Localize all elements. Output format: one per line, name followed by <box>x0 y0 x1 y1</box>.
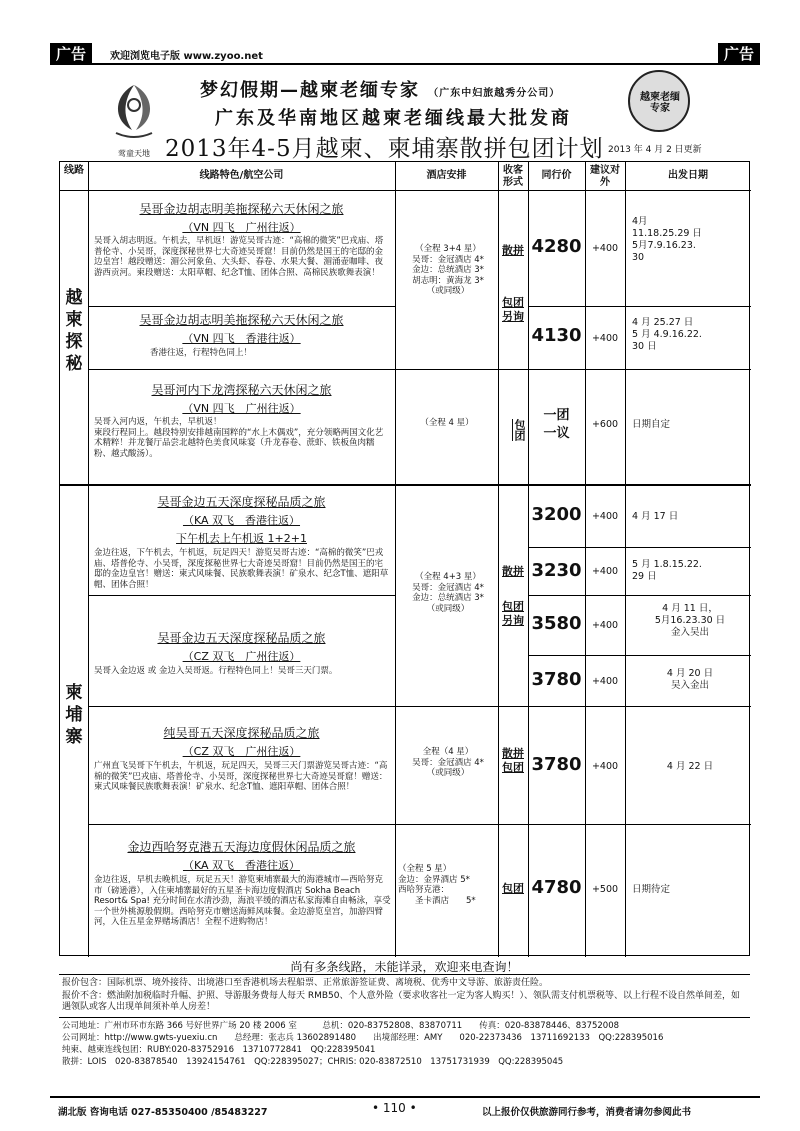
booking-form: 包团 另询 <box>502 600 524 627</box>
route-title: 吴哥金边五天深度探秘品质之旅 <box>157 495 326 509</box>
welcome-text: 欢迎浏览电子版 www.zyoo.net <box>110 51 263 62</box>
route-title: 吴哥金边胡志明美拖探秘六天休闲之旅 <box>139 202 344 216</box>
departure-dates: 日期自定 <box>632 419 671 430</box>
route-flight: （CZ 双飞 广州往返） <box>182 745 301 758</box>
booking-form: 包团 <box>502 882 524 895</box>
route-flight: （KA 双飞 香港往返） <box>182 514 301 527</box>
departure-dates: 4 月 20 日 吴入金出 <box>666 668 714 691</box>
departure-dates: 日期待定 <box>632 884 671 895</box>
price-value: 3780 <box>531 669 582 690</box>
route-description: 吴哥入胡志明返。午机去，早机返！游览吴哥古迹：“高棉的微笑”巴戎庙、塔普伦寺、小吴哥，深度探秘世界七大奇迹吴哥窟！目前仍然是国王的宅邸的金边皇宫！越段赠送：湄公河象鱼、大头虾、春卷、水果大餐、湄涌壶咖啡、夜游西贡河。柬段赠送：太阳草帽、纪念T恤、团体合照、高棉民族歌舞表演！ <box>94 236 384 278</box>
contact-individual: 散拼：LOIS 020-83878540 13924154761 QQ:228395027；CHRIS: 020-83872510 13751731939 QQ:228395045 <box>62 1057 564 1067</box>
suggest-value: +600 <box>591 419 619 430</box>
col-form: 收客形式 <box>503 165 523 188</box>
company-title <box>200 76 560 102</box>
hotel-info: 全程（4 星） 吴哥：金冠酒店 4* （或同级） <box>412 747 484 778</box>
hotel-info: （全程 5 星） 金边：金界酒店 5* 西哈努克港： 圣卡酒店 5* <box>398 864 476 906</box>
col-departure: 出发日期 <box>668 170 708 181</box>
price-value: 4130 <box>531 325 582 346</box>
route-flight: （VN 四飞 广州往返） <box>182 402 301 415</box>
logo-right-text: 越柬老缅专家 <box>640 92 680 114</box>
suggest-value: +400 <box>591 243 619 254</box>
bottom-divider <box>50 1096 760 1098</box>
booking-form: 散拼 包团 <box>502 747 524 774</box>
hotel-info: （全程 4+3 星） 吴哥：金冠酒店 4* 金边：总统酒店 3* （或同级） <box>412 572 484 614</box>
col-suggest: 建议对外 <box>590 165 620 188</box>
suggest-value: +400 <box>591 511 619 522</box>
page-number: • 110 • <box>372 1101 417 1115</box>
hubei-hotline: 湖北版 咨询电话 027-85350400 /85483227 <box>58 1107 268 1118</box>
price-value: 一团 一议 <box>543 408 570 441</box>
route-title: 吴哥金边胡志明美拖探秘六天休闲之旅 <box>139 313 344 327</box>
company-subtitle: 广东及华南地区越柬老缅线最大批发商 <box>215 108 572 129</box>
departure-dates: 4 月 11 日， 5月16.23.30 日 金入吴出 <box>654 603 726 638</box>
suggest-value: +400 <box>591 620 619 631</box>
departure-dates: 4 月 17 日 <box>632 511 679 522</box>
route-title: 吴哥河内下龙湾探秘六天休闲之旅 <box>151 383 332 397</box>
suggest-value: +400 <box>591 676 619 687</box>
route-schedule: 下午机去上午机返 1+2+1 <box>176 532 307 545</box>
contact-website: 公司网址：http://www.gwts-yuexiu.cn 总经理：张志兵 13602891480 出境部经理：AMY 020-22373436 13711692133 QQ:228395016 <box>62 1033 664 1043</box>
booking-form: 包团 另询 <box>502 296 524 323</box>
route-description: 广州直飞吴哥下午机去，午机返，玩足四天，吴哥三天门票游览吴哥古迹：“高棉的微笑”巴戎庙、塔普伦寺、小吴哥，深度探秘世界七大奇迹吴哥窟！赠送：柬式风味餐民族歌舞表演！矿泉水、纪念T恤、遮阳草帽、团体合照！ <box>94 761 388 792</box>
route-description: 金边往返，早机去晚机返，玩足五天！游览柬埔寨最大的海港城市—西哈努克市（磅逊港），入住柬埔寨最好的五星圣卡海边度假酒店 Sokha Beach Resort& Spa! 充分时间在水清沙劲，海浪平缓的酒店私家海滩自由畅泳，享受一个世外桃源般假期。西哈努克市赠送海鲜风味餐。金边游览皇宫，加游四臂河，入住五星金界赌场酒店！全程不进购物店！ <box>94 875 391 927</box>
disclaimer: 以上报价仅供旅游同行参考，消费者请勿参阅此书 <box>482 1107 692 1118</box>
more-routes-note: 尚有多条线路，未能详录，欢迎来电查询！ <box>290 960 519 974</box>
page-title: 2013年4-5月越柬、柬埔寨散拼包团计划 <box>165 136 604 162</box>
route-description: 金边往返，下午机去，午机返，玩足四天！游览吴哥古迹：“高棉的微笑”巴戎庙、塔普伦寺、小吴哥，深度探秘世界七大奇迹吴哥窟！目前仍然是国王的宅邸的金边皇宫！赠送：柬式风味餐、民族歌舞表演！矿泉水、纪念T恤、遮阳草帽、团体合照！ <box>94 548 389 590</box>
suggest-value: +400 <box>591 761 619 772</box>
route-title: 纯吴哥五天深度探秘品质之旅 <box>163 726 320 740</box>
updated-date: 2013 年 4 月 2 日更新 <box>608 145 702 155</box>
price-value: 3780 <box>531 754 582 775</box>
price-value: 4280 <box>531 236 582 257</box>
route-flight: （KA 双飞 香港往返） <box>182 859 301 872</box>
company-title-sub: （广东中妇旅越秀分公司） <box>428 88 561 99</box>
price-value: 4780 <box>531 877 582 898</box>
departure-dates: 5 月 1.8.15.22. 29 日 <box>632 559 702 582</box>
region-vietnam: 越柬探秘 <box>65 288 83 374</box>
route-description: 香港往返，行程特色同上！ <box>150 348 253 358</box>
price-value: 3200 <box>531 504 582 525</box>
region-cambodia: 柬埔寨 <box>65 683 83 747</box>
col-price: 同行价 <box>541 170 572 181</box>
route-title: 吴哥金边五天深度探秘品质之旅 <box>157 631 326 645</box>
contact-group: 纯柬、越柬连线包团：RUBY:020-83752916 13710772841 QQ:228395041 <box>62 1045 376 1055</box>
fee-excluded: 报价不含：燃油附加税临时升幅、护照、导游服务费每人每天 RMB50、个人意外险（要求收客社一定为客人购买！）、领队需支付机票税等、以上行程不设自然单间差，如遇领队或客人出现单间须补单人房差！ <box>62 991 741 1012</box>
route-description: 吴哥入河内返，午机去，早机返！ 柬段行程同上。越段特别安排越南国粹的“水上木偶戏”，充分领略两国文化艺术精粹！并龙餐厅品尝北越特色美食风味宴（升龙春卷、蔗虾、铁板鱼肉糯粉、越式酸汤）。 <box>94 417 384 459</box>
col-route: 线路 <box>64 165 84 176</box>
departure-dates: 4月 11.18.25.29 日 5月7.9.16.23. 30 <box>632 216 702 263</box>
itinerary-table <box>59 161 750 956</box>
company-logo-left <box>104 75 164 145</box>
route-flight: （VN 四飞 香港往返） <box>182 332 301 345</box>
booking-form: 散拼 <box>502 565 524 578</box>
header <box>60 70 750 162</box>
ad-label-left: 广告 <box>50 43 92 65</box>
company-logo-right <box>628 70 690 132</box>
route-flight: （CZ 双飞 广州往返） <box>182 650 301 663</box>
col-hotel: 酒店安排 <box>426 170 467 181</box>
price-value: 3230 <box>531 560 582 581</box>
logo-left-caption: 莺童天地 <box>118 149 150 158</box>
company-title-main: 梦幻假期—越柬老缅专家 <box>200 80 420 101</box>
suggest-value: +400 <box>591 333 619 344</box>
departure-dates: 4 月 22 日 <box>666 761 714 772</box>
booking-form: 包团 <box>513 419 526 441</box>
hotel-info: （全程 3+4 星） 吴哥：金冠酒店 4* 金边：总统酒店 3* 胡志明：黄海龙 3* （或同级） <box>412 244 484 296</box>
route-title: 金边西哈努克港五天海边度假休闲品质之旅 <box>127 840 356 854</box>
top-bar <box>50 43 760 65</box>
suggest-value: +400 <box>591 566 619 577</box>
hotel-info: （全程 4 星） <box>420 418 474 428</box>
contact-address: 公司地址：广州市环市东路 366 号好世界广场 20 楼 2006 室 总机：020-83752808、83870711 传真：020-83878446、83752008 <box>62 1021 620 1031</box>
fee-included: 报价包含：国际机票、境外接待、出境港口至香港机场去程船票、正常旅游签证费、离境税、优秀中文导游、旅游责任险。 <box>62 978 549 988</box>
route-flight: （VN 四飞 广州往返） <box>182 221 301 234</box>
route-description: 吴哥入金边返 或 金边入吴哥返。行程特色同上！吴哥三天门票。 <box>94 666 338 676</box>
booking-form: 散拼 <box>502 244 524 257</box>
col-features: 线路特色/航空公司 <box>199 170 284 181</box>
departure-dates: 4 月 25.27 日 5 月 4.9.16.22. 30 日 <box>632 317 702 352</box>
ad-label-right: 广告 <box>718 43 760 65</box>
price-value: 3580 <box>531 613 582 634</box>
suggest-value: +500 <box>591 884 619 895</box>
